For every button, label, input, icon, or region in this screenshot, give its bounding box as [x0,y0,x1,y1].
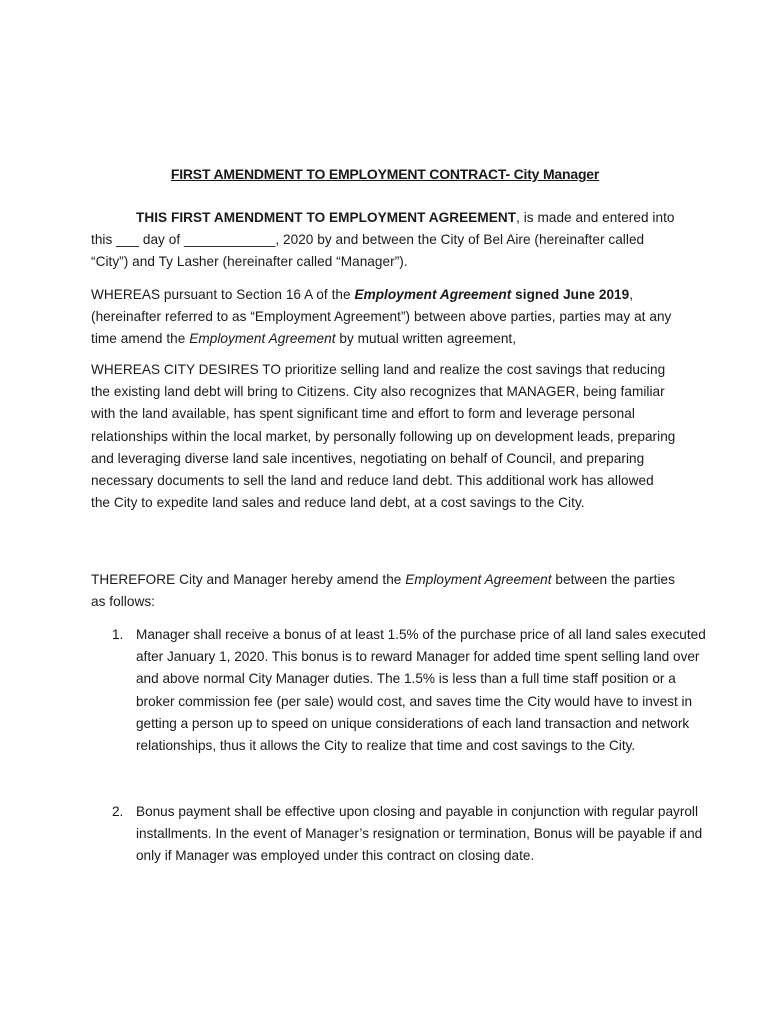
paragraph-whereas-2: WHEREAS CITY DESIRES TO prioritize selling land and realize the cost savings that reducing the existing land debt will bring to Citizens. City also recognizes that MANAGER, being familiar with the land available, has spent significant time and effort to form and leverage personal relationships within the local market, by personally following up on development leads, preparing and leveraging diverse land sale incentives, negotiating on behalf of Council, and preparing necessary documents to sell the land and reduce land debt. This additional work has allowed the City to expedite land sales and reduce land debt, at a cost savings to the City. [91,362,676,511]
whereas-1-middle: , (hereinafter referred to as “Employment Agreement”) between above parties, parties may at any time amend the [91,287,672,347]
therefore-end: between the parties as follows: [91,572,676,610]
agreement-ref-italic: Employment Agreement [405,572,552,587]
whereas-1-end: by mutual written agreement, [335,331,517,347]
list-number: 1. [112,627,124,642]
agreement-ref-italic: Employment Agreement [189,331,336,347]
list-number: 2. [112,804,124,819]
therefore-lead: THEREFORE City and Manager hereby amend the [91,572,406,587]
agreement-heading-bold: THIS FIRST AMENDMENT TO EMPLOYMENT AGREEMENT [136,210,517,225]
agreement-ref-bold-italic: Employment Agreement [354,287,512,302]
signed-date-bold: signed June 2019 [511,287,630,302]
whereas-1-lead: WHEREAS pursuant to Section 16 A of the [91,287,355,302]
paragraph-therefore [91,569,676,613]
preamble-text: , is made and entered into this ___ day of ____________, 2020 by and between the City of Bel Aire (hereinafter called “City”) and Ty Lasher (hereinafter called “Manager”). [91,210,675,270]
list-item-text: Manager shall receive a bonus of at least 1.5% of the purchase price of all land sales executed after January 1, 2020. This bonus is to reward Manager for added time spent selling land over and above normal City Manager duties. The 1.5% is less than a full time staff position or a broker commission fee (per sale) would cost, and saves time the City would have to invest in getting a person up to speed on unique considerations of each land transaction and network relationships, thus it allows the City to realize that time and cost savings to the City. [136,627,706,754]
list-item-text: Bonus payment shall be effective upon closing and payable in conjunction with regular payroll installments. In the event of Manager’s resignation or termination, Bonus will be payable if and only if Manager was employed under this contract on closing date. [136,804,703,864]
list-item [112,624,706,757]
list-item [112,801,706,868]
paragraph-preamble [91,207,676,274]
document-title: FIRST AMENDMENT TO EMPLOYMENT CONTRACT- City Manager [170,166,600,182]
paragraph-whereas-1 [91,284,676,351]
